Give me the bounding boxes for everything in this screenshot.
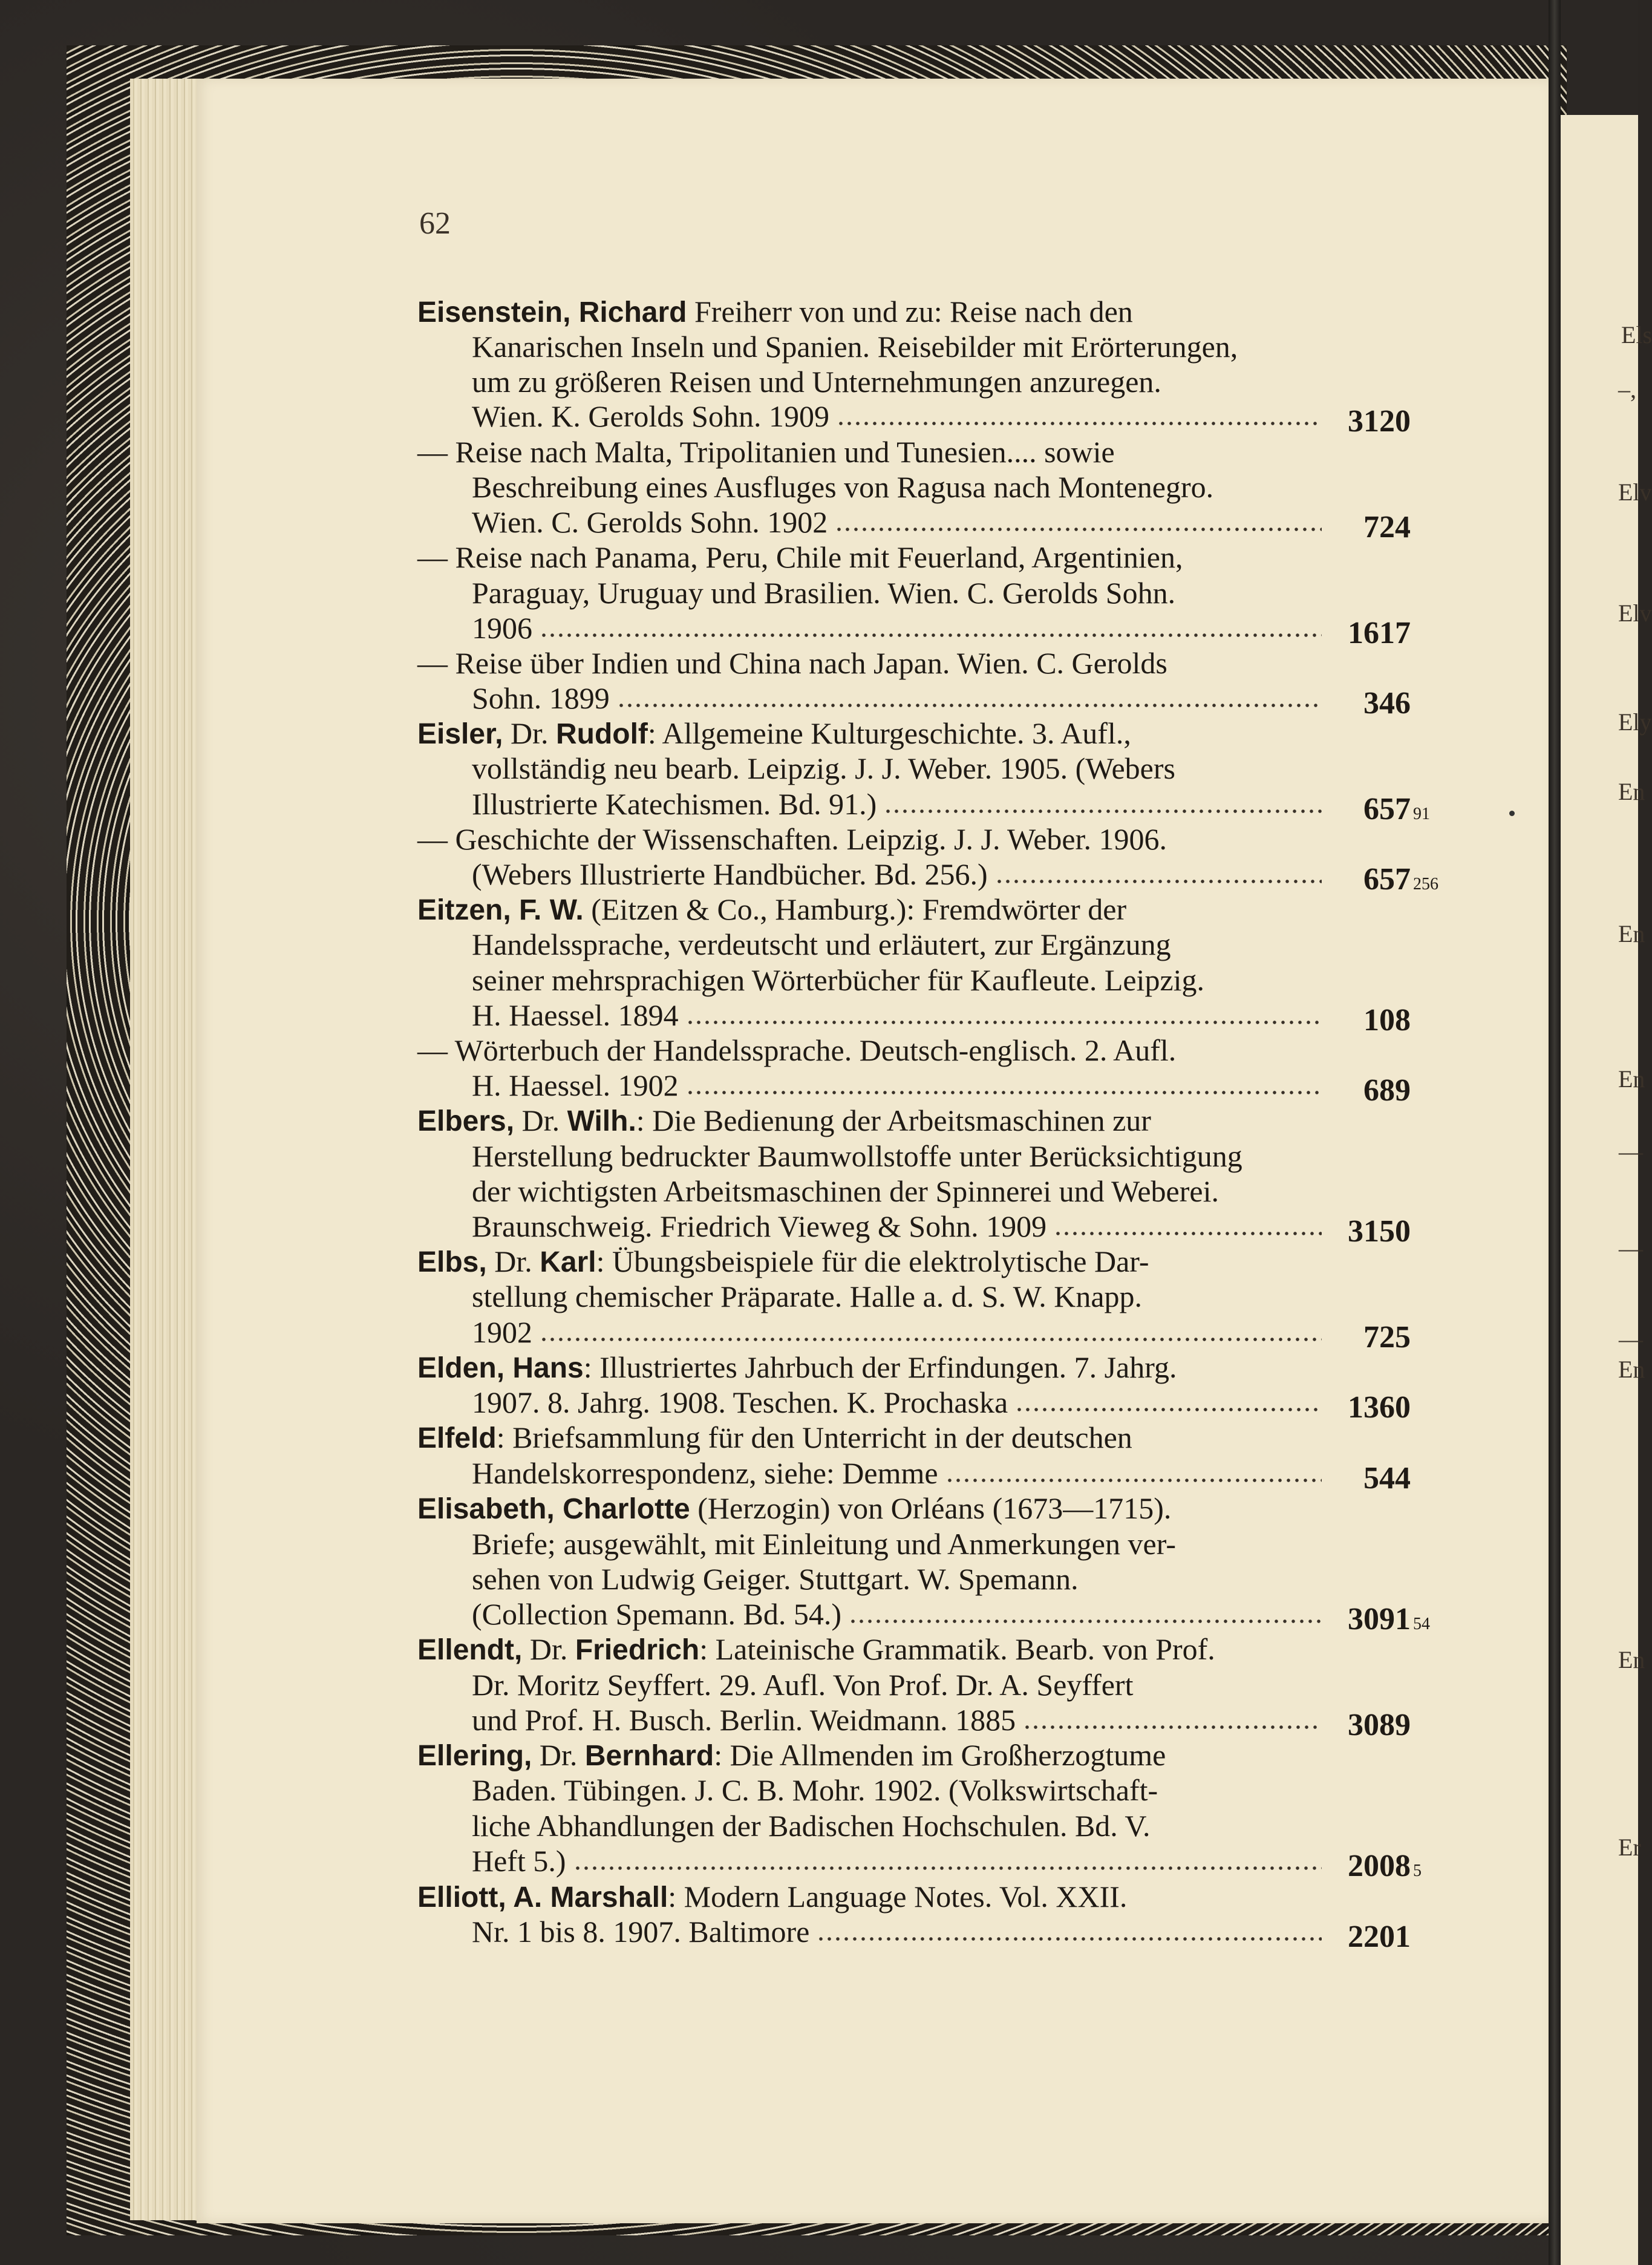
catalog-number-value: 544 bbox=[1363, 1461, 1411, 1495]
entry-heading-line bbox=[417, 894, 1126, 925]
entry-text: stellung chemischer Präparate. Halle a. d. S. W. Knapp. bbox=[472, 1280, 1143, 1313]
catalog-number-value: 2201 bbox=[1348, 1920, 1411, 1954]
entry-text: Handelskorrespondenz, siehe: Demme bbox=[472, 1456, 938, 1490]
catalog-number bbox=[1348, 1390, 1411, 1425]
author-name: Eisenstein, Richard bbox=[417, 296, 687, 328]
entry-text-line bbox=[472, 578, 1175, 608]
entry-heading-line bbox=[417, 1493, 1171, 1524]
entry-heading-line bbox=[417, 1740, 1166, 1771]
next-page-fragment: En bbox=[1618, 1065, 1645, 1093]
entry-heading-line bbox=[417, 1352, 1177, 1383]
entry-text-line bbox=[472, 401, 829, 431]
entry-text-line bbox=[472, 1317, 532, 1347]
entry-text: Handelssprache, verdeutscht und erläutert, zur Ergänzung bbox=[472, 927, 1171, 961]
next-page-edge bbox=[1561, 115, 1638, 2265]
gutter bbox=[1549, 0, 1561, 2265]
entry-text-line bbox=[417, 1035, 1176, 1065]
next-page-fragment: Er bbox=[1618, 1834, 1641, 1861]
entry-text: (Eitzen & Co., Hamburg.): Fremdwörter der bbox=[583, 892, 1127, 926]
entry-text-line bbox=[472, 1775, 1158, 1805]
entry-text-line bbox=[472, 1070, 679, 1100]
catalog-number bbox=[1363, 1002, 1411, 1038]
entry-text-line bbox=[417, 648, 1167, 678]
entry-text: : Allgemeine Kulturgeschichte. 3. Aufl., bbox=[647, 716, 1131, 750]
entry-text: liche Abhandlungen der Badischen Hochschulen. Bd. V. bbox=[472, 1809, 1151, 1843]
entry-text: : Die Allmenden im Großherzogtume bbox=[714, 1738, 1166, 1772]
leader-dots bbox=[617, 702, 1322, 708]
entry-text-line bbox=[472, 1387, 1008, 1417]
entry-text: Freiherr von und zu: Reise nach den bbox=[687, 295, 1133, 328]
catalog-number-value: 657 bbox=[1363, 792, 1411, 826]
catalog-number-value: 3120 bbox=[1348, 404, 1411, 439]
entry-text: (Herzogin) von Orléans (1673—1715). bbox=[690, 1491, 1172, 1525]
entry-text: Dr. bbox=[514, 1103, 567, 1137]
entry-text-line bbox=[417, 437, 1115, 467]
catalog-number-value: 724 bbox=[1363, 510, 1411, 544]
author-given-name: Wilh. bbox=[567, 1105, 636, 1137]
entry-text: Dr. bbox=[522, 1632, 575, 1666]
leader-dots bbox=[540, 1336, 1322, 1342]
catalog-number-value: 1360 bbox=[1348, 1390, 1411, 1425]
entry-heading-line bbox=[417, 1881, 1127, 1912]
entry-text: (Collection Spemann. Bd. 54.) bbox=[472, 1597, 842, 1631]
next-page-fragment: –, bbox=[1618, 376, 1636, 403]
entry-text-line bbox=[417, 542, 1183, 572]
catalog-number-value: 3089 bbox=[1348, 1708, 1411, 1742]
entry-text: sehen von Ludwig Geiger. Stuttgart. W. Spemann. bbox=[472, 1562, 1079, 1596]
catalog-sub-number: 5 bbox=[1413, 1861, 1422, 1880]
next-page-fragment: Ely bbox=[1618, 708, 1652, 736]
catalog-number-value: 657 bbox=[1363, 862, 1411, 897]
entry-text-line bbox=[472, 683, 610, 713]
author-name: Elfeld bbox=[417, 1422, 497, 1454]
ink-mark bbox=[1509, 811, 1515, 816]
catalog-number bbox=[1348, 1214, 1411, 1249]
catalog-number bbox=[1363, 1460, 1411, 1496]
catalog-number-value: 108 bbox=[1363, 1003, 1411, 1038]
entry-text-line bbox=[472, 1846, 566, 1876]
entry-text: : Übungsbeispiele für die elektrolytische Dar- bbox=[596, 1244, 1149, 1278]
entry-text: (Webers Illustrierte Handbücher. Bd. 256.) bbox=[472, 857, 988, 891]
catalog-number-value: 2008 bbox=[1348, 1849, 1411, 1883]
entry-text: Baden. Tübingen. J. C. B. Mohr. 1902. (Volkswirtschaft- bbox=[472, 1773, 1158, 1807]
leader-dots bbox=[945, 1477, 1322, 1483]
entry-text: 1907. 8. Jahrg. 1908. Teschen. K. Prochaska bbox=[472, 1385, 1008, 1419]
catalog-number-value: 346 bbox=[1363, 686, 1411, 721]
page-number: 62 bbox=[419, 206, 451, 241]
leader-dots bbox=[1023, 1724, 1322, 1730]
author-name: Eitzen, F. W. bbox=[417, 894, 584, 926]
author-name: Elden, Hans bbox=[417, 1352, 584, 1384]
leader-dots bbox=[995, 878, 1322, 884]
entry-heading-line bbox=[417, 1105, 1151, 1136]
entry-text: Herstellung bedruckter Baumwollstoffe unter Berücksichtigung bbox=[472, 1139, 1242, 1173]
author-name: Ellendt, bbox=[417, 1634, 523, 1666]
entry-text: Dr. bbox=[503, 716, 556, 750]
entry-text: : Illustriertes Jahrbuch der Erfindungen. 7. Jahrg. bbox=[583, 1350, 1177, 1384]
entry-text: Nr. 1 bis 8. 1907. Baltimore bbox=[472, 1915, 810, 1949]
next-page-fragment: — bbox=[1619, 1138, 1643, 1165]
catalog-number bbox=[1363, 861, 1438, 897]
catalog-number-value: 3150 bbox=[1348, 1214, 1411, 1249]
leader-dots bbox=[837, 420, 1322, 427]
catalog-number-value: 725 bbox=[1363, 1320, 1411, 1355]
entry-text: 1906 bbox=[472, 611, 532, 645]
entry-text: um zu größeren Reisen und Unternehmungen anzuregen. bbox=[472, 365, 1161, 399]
entry-text-line bbox=[472, 1211, 1046, 1241]
leader-dots bbox=[817, 1936, 1322, 1942]
entry-text: — Wörterbuch der Handelssprache. Deutsch-englisch. 2. Aufl. bbox=[417, 1033, 1177, 1067]
entry-text: H. Haessel. 1894 bbox=[472, 998, 679, 1032]
entry-text: Paraguay, Uruguay und Brasilien. Wien. C. Gerolds Sohn. bbox=[472, 576, 1176, 610]
leader-dots bbox=[1015, 1407, 1322, 1413]
entry-text: Illustrierte Katechismen. Bd. 91.) bbox=[472, 787, 877, 821]
catalog-number-value: 3091 bbox=[1348, 1602, 1411, 1636]
catalog-sub-number: 91 bbox=[1413, 805, 1430, 823]
entry-text: — Geschichte der Wissenschaften. Leipzig. J. J. Weber. 1906. bbox=[417, 822, 1167, 856]
entry-text-line bbox=[472, 929, 1171, 959]
entry-text: : Die Bedienung der Arbeitsmaschinen zur bbox=[636, 1103, 1151, 1137]
catalog-number bbox=[1363, 685, 1411, 721]
entry-heading-line bbox=[417, 1422, 1132, 1453]
catalog-number bbox=[1363, 509, 1411, 545]
author-name: Elliott, A. Marshall bbox=[417, 1881, 668, 1914]
leader-dots bbox=[540, 632, 1322, 638]
entry-text-line bbox=[472, 332, 1238, 362]
catalog-sub-number: 256 bbox=[1413, 875, 1438, 894]
entry-text-line bbox=[472, 1141, 1242, 1171]
author-given-name: Friedrich bbox=[575, 1634, 700, 1666]
page-edges bbox=[130, 79, 203, 2220]
next-page-fragment: En bbox=[1618, 920, 1645, 947]
entry-text-line bbox=[472, 1670, 1133, 1700]
catalog-number-value: 1617 bbox=[1348, 616, 1411, 650]
leader-dots bbox=[1054, 1231, 1322, 1237]
next-page-fragment: En bbox=[1618, 778, 1645, 805]
entry-text-line bbox=[472, 613, 532, 643]
catalog-number bbox=[1363, 791, 1430, 827]
catalog-number bbox=[1348, 1601, 1430, 1637]
leader-dots bbox=[686, 1090, 1322, 1096]
catalog-sub-number: 54 bbox=[1413, 1615, 1430, 1633]
entry-text: vollständig neu bearb. Leipzig. J. J. Weber. 1905. (Webers bbox=[472, 751, 1175, 785]
next-page-fragment: — bbox=[1619, 1235, 1643, 1262]
entry-heading-line bbox=[417, 1634, 1215, 1665]
entry-text-line bbox=[472, 789, 877, 819]
next-page-fragment: En bbox=[1618, 1356, 1645, 1383]
entry-text: seiner mehrsprachigen Wörterbücher für Kaufleute. Leipzig. bbox=[472, 963, 1205, 997]
entry-text: Kanarischen Inseln und Spanien. Reisebilder mit Erörterungen, bbox=[472, 330, 1238, 364]
entry-text-line bbox=[472, 507, 828, 537]
entry-text: H. Haessel. 1902 bbox=[472, 1068, 679, 1102]
next-page-fragment: Els bbox=[1621, 321, 1652, 348]
catalog-number bbox=[1348, 615, 1411, 651]
leader-dots bbox=[849, 1618, 1322, 1624]
entry-text: — Reise nach Panama, Peru, Chile mit Feuerland, Argentinien, bbox=[417, 540, 1183, 574]
entry-text: — Reise nach Malta, Tripolitanien und Tunesien.... sowie bbox=[417, 435, 1115, 469]
catalog-number bbox=[1363, 1319, 1411, 1355]
entry-text: Briefe; ausgewählt, mit Einleitung und Anmerkungen ver- bbox=[472, 1527, 1176, 1561]
entry-text: Wien. C. Gerolds Sohn. 1902 bbox=[472, 505, 828, 539]
entry-text: Dr. bbox=[532, 1738, 585, 1772]
entry-text: : Modern Language Notes. Vol. XXII. bbox=[668, 1880, 1128, 1914]
leader-dots bbox=[573, 1865, 1322, 1871]
author-name: Eisler, bbox=[417, 718, 503, 750]
entry-text-line bbox=[472, 753, 1175, 783]
catalog-number bbox=[1348, 1919, 1411, 1955]
author-name: Ellering, bbox=[417, 1740, 532, 1772]
entry-text: Dr. Moritz Seyffert. 29. Aufl. Von Prof. Dr. A. Seyffert bbox=[472, 1668, 1134, 1702]
entry-text-line bbox=[472, 1705, 1016, 1735]
catalog-number bbox=[1363, 1073, 1411, 1108]
entry-text-line bbox=[472, 965, 1204, 995]
entry-text-line bbox=[472, 1000, 679, 1030]
entry-text-line bbox=[472, 367, 1161, 397]
entry-heading-line bbox=[417, 1246, 1149, 1277]
author-name: Elbs, bbox=[417, 1246, 487, 1278]
author-given-name: Bernhard bbox=[584, 1740, 714, 1772]
entry-text-line bbox=[417, 824, 1167, 854]
entry-text: und Prof. H. Busch. Berlin. Weidmann. 1885 bbox=[472, 1703, 1016, 1737]
entry-text: 1902 bbox=[472, 1315, 532, 1349]
catalog-number-value: 689 bbox=[1363, 1073, 1411, 1108]
entry-text: : Briefsammlung für den Unterricht in der deutschen bbox=[496, 1420, 1132, 1454]
leader-dots bbox=[835, 526, 1322, 532]
entry-text: : Lateinische Grammatik. Bearb. von Prof. bbox=[699, 1632, 1215, 1666]
next-page-fragment: — bbox=[1619, 1325, 1643, 1353]
entry-text-line bbox=[472, 1917, 809, 1947]
author-given-name: Karl bbox=[540, 1246, 596, 1278]
entry-heading-line bbox=[417, 296, 1133, 327]
next-page-fragment: Elv bbox=[1618, 479, 1652, 506]
entry-text: Heft 5.) bbox=[472, 1844, 566, 1878]
catalog-number bbox=[1348, 1707, 1411, 1743]
leader-dots bbox=[686, 1019, 1322, 1025]
catalog-number bbox=[1348, 1848, 1422, 1884]
entry-text-line bbox=[472, 1281, 1142, 1312]
entry-text: Beschreibung eines Ausfluges von Ragusa nach Montenegro. bbox=[472, 470, 1214, 504]
next-page-fragment: En bbox=[1618, 1646, 1645, 1673]
entry-text: der wichtigsten Arbeitsmaschinen der Spinnerei und Weberei. bbox=[472, 1174, 1219, 1208]
entry-text-line bbox=[472, 1811, 1151, 1841]
author-name: Elisabeth, Charlotte bbox=[417, 1493, 690, 1525]
entry-text-line bbox=[472, 1599, 841, 1629]
entry-text-line bbox=[472, 859, 988, 889]
entry-text: — Reise über Indien und China nach Japan. Wien. C. Gerolds bbox=[417, 646, 1167, 680]
entry-text: Braunschweig. Friedrich Vieweg & Sohn. 1909 bbox=[472, 1209, 1047, 1243]
leader-dots bbox=[884, 808, 1322, 814]
author-given-name: Rudolf bbox=[555, 718, 648, 750]
entry-text: Wien. K. Gerolds Sohn. 1909 bbox=[472, 399, 829, 433]
entry-text-line bbox=[472, 1529, 1176, 1559]
entry-text-line bbox=[472, 1458, 938, 1488]
entry-text: Sohn. 1899 bbox=[472, 681, 610, 715]
entry-heading-line bbox=[417, 718, 1131, 749]
entry-text-line bbox=[472, 1176, 1219, 1206]
entry-text-line bbox=[472, 472, 1213, 502]
catalog-number bbox=[1348, 404, 1411, 439]
entry-text-line bbox=[472, 1564, 1079, 1594]
author-name: Elbers, bbox=[417, 1105, 515, 1137]
next-page-fragment: Elv bbox=[1618, 600, 1652, 627]
entry-text: Dr. bbox=[486, 1244, 540, 1278]
